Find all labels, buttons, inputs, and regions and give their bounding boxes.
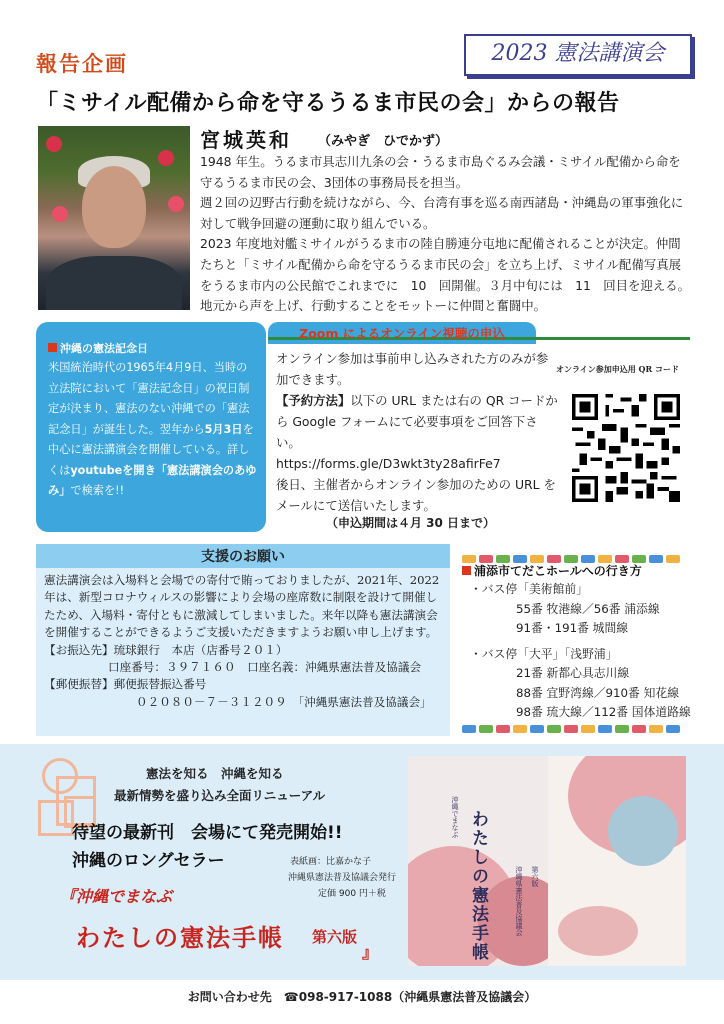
bus-line: 91番・191番 城間線 xyxy=(516,621,629,635)
speaker-photo xyxy=(38,126,190,310)
cover-title: わたしの憲法手帳 xyxy=(468,810,488,962)
zoom-intro: オンライン参加は事前申し込みされた方のみが参加できます。 xyxy=(276,351,549,387)
cover-credit: 表紙画：比嘉かな子 xyxy=(290,857,372,867)
zoom-url-link[interactable]: https://forms.gle/D3wkt3ty28afirFe7 xyxy=(276,456,501,471)
banner-longseller: 沖縄のロングセラー xyxy=(72,851,225,871)
cover-publisher: 沖縄県憲法普及協議会 xyxy=(515,866,523,936)
bio-paragraph: 週２回の辺野古行動を続けながら、今、台湾有事を巡る南西諸島・沖縄島の軍事強化に対して戦争回避の運動に取り組んでいる。 xyxy=(200,195,684,231)
support-title: 支援のお願い xyxy=(201,549,285,565)
report-title: 「ミサイル配備から命を守るうるま市民の会」からの報告 xyxy=(36,91,620,116)
book-edition: 第六版 xyxy=(312,928,358,946)
banner-tagline: 憲法を知る 沖縄を知る xyxy=(146,766,284,781)
bus-strip-bottom xyxy=(462,718,686,728)
postal-number: ０２０８０－７－３１２０９ 「沖縄県憲法普及協議会」 xyxy=(136,694,432,709)
square-bullet-icon xyxy=(462,566,471,575)
publisher: 沖縄県憲法普及協議会発行 xyxy=(288,873,397,883)
speaker-name: 宮城英和 xyxy=(200,128,292,152)
access-title: 浦添市てだこホールへの行き方 xyxy=(462,562,642,579)
banner-headline: 待望の最新刊 会場にて発売開始!! xyxy=(72,823,343,843)
report-kicker: 報告企画 xyxy=(36,52,128,76)
book-series: 『沖縄でまなぶ xyxy=(60,887,173,906)
zoom-deadline: （申込期間は４月 30 日まで） xyxy=(326,516,496,530)
bus-line: 21番 新都心具志川線 xyxy=(516,666,630,680)
bus-line: 55番 牧港線／56番 浦添線 xyxy=(516,601,660,616)
book-title: わたしの憲法手帳 xyxy=(76,924,284,952)
zoom-method: 【予約方法】以下の URL または右の QR コードから Google フォームにて必要事項をご回答下さい。 xyxy=(276,393,558,450)
bus-line: 88番 宜野湾線／910番 知花線 xyxy=(516,685,679,700)
support-text: 憲法講演会は入場料と会場での寄付で賄っておりましたが、2021年、2022年は、新型コロナウィルスの影響により会場の座席数に制限を設けて開催したため、入場料・寄付ともに激減してしまいました。来年以降も憲法講演会を開催することができるようご支援いただきますようお願い申し上げます。 xyxy=(44,573,440,640)
bus-stop: ・バス停「美術館前」 xyxy=(470,582,588,596)
cover-subtitle: 沖縄でまなぶ xyxy=(451,796,459,838)
bus-line: 98番 琉大線／112番 国体道路線 xyxy=(516,705,691,719)
cover-edition: 第六版 xyxy=(531,866,539,887)
access-body xyxy=(470,580,700,723)
postal-line: 【郵便振替】郵便振替振込番号 xyxy=(44,677,207,692)
bus-stop: ・バス停「大平」「浅野浦」 xyxy=(470,646,618,661)
zoom-body xyxy=(276,348,558,516)
qr-caption: オンライン参加申込用 QR コード xyxy=(556,364,679,374)
support-body xyxy=(44,572,444,711)
bio-paragraph: 2023 年度地対艦ミサイルがうるま市の陸自勝連分屯地に配備されることが決定。仲間たちと「ミサイル配備から命を守るうるま市民の会」を立ち上げ、ミサイル配備写真展をうるま市内の公民館でこれまでに 10 回開催。３月中旬には 11 回目を迎える。地元から声を上げ、行動することをモットーに仲間と奮闘中。 xyxy=(200,236,690,314)
book-title-close: 』 xyxy=(362,943,379,962)
account-line: 口座番号：３９７１６０ 口座名義：沖縄県憲法普及協議会 xyxy=(108,660,422,675)
book-cover-image xyxy=(408,756,686,966)
kinenbi-body: 米国統治時代の1965年4月9日、当時の立法院において「憲法記念日」の祝日制定が決まり、憲法のない沖縄での「憲法記念日」が誕生した。翌年から5月3日を中心に憲法講演会を開催している。詳しくはyoutubeを開き「憲法講演会のあゆみ」で検索を!! xyxy=(48,361,257,497)
event-label: 2023 憲法講演会 xyxy=(464,34,692,76)
contact-line: お問い合わせ先 ☎098-917-1088（沖縄県憲法普及協議会） xyxy=(187,990,537,1004)
bio-paragraph: 1948 年生。うるま市具志川九条の会・うるま市島ぐるみ会議・ミサイル配備から命を守るうるま市民の会、3団体の事務局長を担当。 xyxy=(200,154,681,190)
qr-code-icon[interactable] xyxy=(572,394,680,502)
speaker-reading: （みやぎ ひでかず） xyxy=(318,134,449,149)
price: 定価 900 円＋税 xyxy=(318,889,386,899)
square-bullet-icon xyxy=(48,343,57,352)
kinenbi-title: 沖縄の憲法記念日 xyxy=(48,340,148,356)
zoom-title: Zoom によるオンライン視聴の申込 xyxy=(299,326,505,341)
zoom-after: 後日、主催者からオンライン参加のための URL をメールにて送信いたします。 xyxy=(276,477,556,513)
bus-strip-top xyxy=(462,548,686,558)
speaker-bio xyxy=(200,152,692,317)
bank-line: 【お振込先】琉球銀行 本店（店番号２０１） xyxy=(44,642,288,657)
banner-subtagline: 最新情勢を盛り込み全面リニューアル xyxy=(114,788,326,803)
